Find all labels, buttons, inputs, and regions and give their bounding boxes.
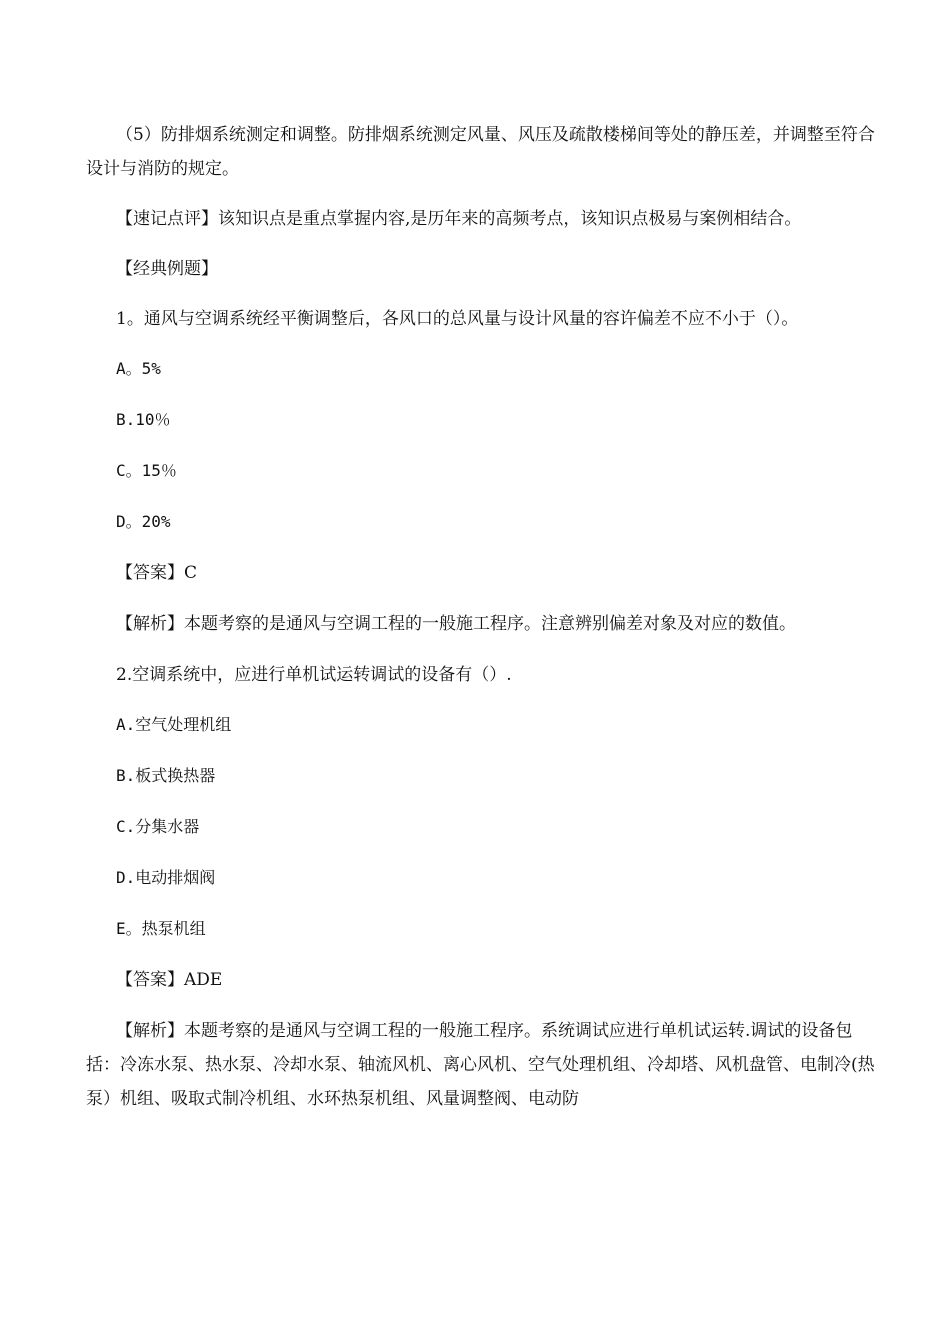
question-1-analysis: 【解析】本题考察的是通风与空调工程的一般施工程序。注意辨别偏差对象及对应的数值。 — [116, 614, 796, 634]
question-1-option-b: B.10％ — [116, 410, 171, 429]
question-1-option-c: C。15％ — [116, 461, 177, 480]
question-2-option-b: B.板式换热器 — [116, 766, 216, 785]
question-2-option-e: E。热泵机组 — [116, 919, 206, 938]
question-2-analysis: 【解析】本题考察的是通风与空调工程的一般施工程序。系统调试应进行单机试运转.调试的设备包括：冷冻水泵、热水泵、冷却水泵、轴流风机、离心风机、空气处理机组、冷却塔、风机盘管、电制冷(热泵）机组、吸取式制冷机组、水环热泵机组、风量调整阀、电动防 — [86, 1021, 875, 1109]
question-2-option-c: C.分集水器 — [116, 817, 200, 836]
question-2-text: 2.空调系统中，应进行单机试运转调试的设备有（）. — [116, 665, 512, 685]
question-1-option-a: A。5% — [116, 359, 161, 378]
quick-comment-paragraph: 【速记点评】该知识点是重点掌握内容,是历年来的高频考点，该知识点极易与案例相结合。 — [116, 209, 802, 229]
document-page — [86, 118, 876, 1116]
question-2-option-d: D.电动排烟阀 — [116, 868, 216, 887]
examples-heading: 【经典例题】 — [116, 259, 218, 279]
question-1-text: 1。通风与空调系统经平衡调整后，各风口的总风量与设计风量的容许偏差不应不小于（）。 — [116, 309, 799, 329]
question-1-answer: 【答案】C — [116, 563, 198, 583]
section-5-paragraph: （5）防排烟系统测定和调整。防排烟系统测定风量、风压及疏散楼梯间等处的静压差，并调整至符合设计与消防的规定。 — [86, 125, 875, 179]
question-1-option-d: D。20% — [116, 512, 171, 531]
question-2-answer: 【答案】ADE — [116, 970, 223, 990]
question-2-option-a: A.空气处理机组 — [116, 715, 232, 734]
